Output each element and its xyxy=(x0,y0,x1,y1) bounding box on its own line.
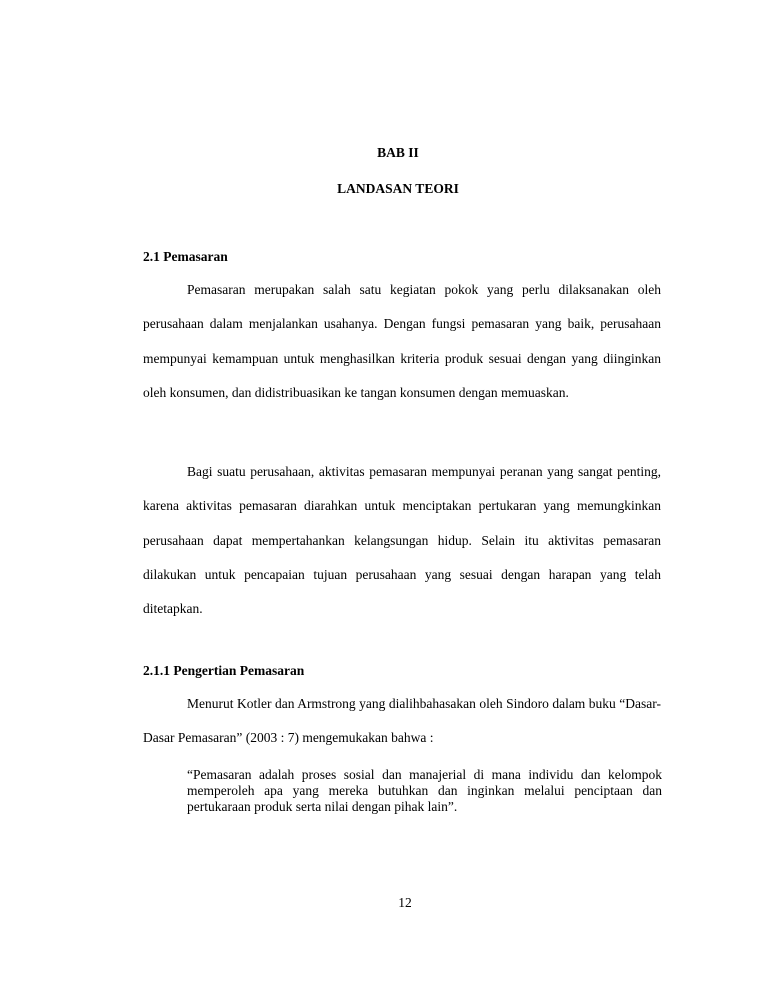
section-heading-2-1: 2.1 Pemasaran xyxy=(143,249,228,264)
block-quote-definition: “Pemasaran adalah proses sosial dan manajerial di mana individu dan kelompok memperoleh apa yang mereka butuhkan dan inginkan melalui penciptaan dan pertukaraan produk serta nilai dengan pihak lain”. xyxy=(187,767,662,814)
page-number: 12 xyxy=(398,895,412,910)
paragraph-pemasaran-1: Pemasaran merupakan salah satu kegiatan pokok yang perlu dilaksanakan oleh perusahaan dalam menjalankan usahanya. Dengan fungsi pemasaran yang baik, perusahaan mempunyai kemampuan untuk menghasilkan kriteria produk sesuai dengan yang diinginkan oleh konsumen, dan didistribuasikan ke tangan konsumen dengan memuaskan. xyxy=(143,282,661,400)
chapter-number: BAB II xyxy=(377,145,419,160)
paragraph-pengertian-intro: Menurut Kotler dan Armstrong yang dialihbahasakan oleh Sindoro dalam buku “Dasar-Dasar Pemasaran” (2003 : 7) mengemukakan bahwa : xyxy=(143,696,661,746)
paragraph-pemasaran-2: Bagi suatu perusahaan, aktivitas pemasaran mempunyai peranan yang sangat penting, karena aktivitas pemasaran diarahkan untuk menciptakan pertukaran yang memungkinkan perusahaan dapat mempertahankan kelangsungan hidup. Selain itu aktivitas pemasaran dilakukan untuk pencapaian tujuan perusahaan yang sesuai dengan harapan yang telah ditetapkan. xyxy=(143,464,661,617)
chapter-title: LANDASAN TEORI xyxy=(337,181,459,196)
section-heading-2-1-1: 2.1.1 Pengertian Pemasaran xyxy=(143,663,305,678)
